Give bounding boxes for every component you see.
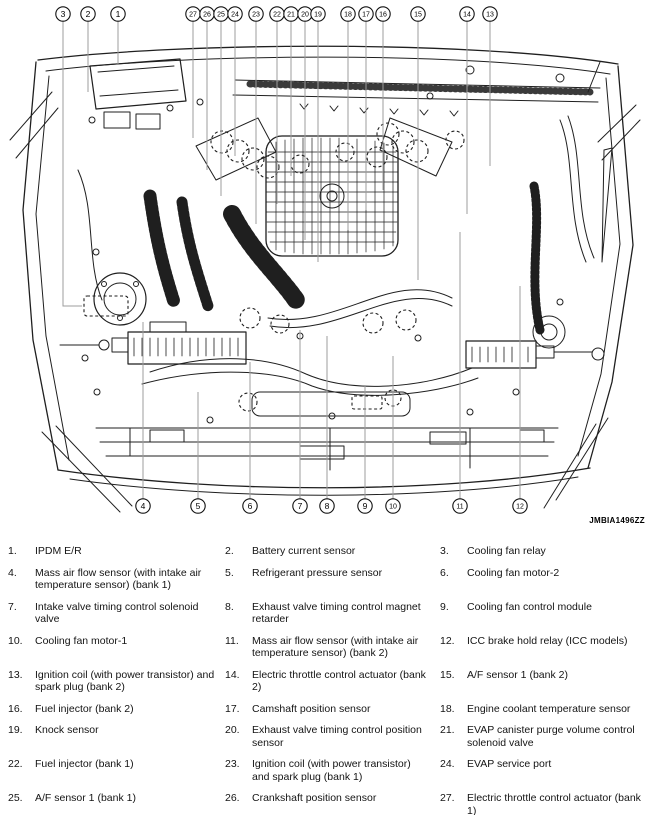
legend-item <box>440 601 648 626</box>
callout-6 <box>243 362 257 513</box>
legend-item-number: 7. <box>8 600 17 613</box>
legend-item-number: 26. <box>225 792 240 804</box>
legend-item-label: Camshaft position sensor <box>252 702 371 715</box>
callout-number: 9 <box>362 501 368 511</box>
callout-19 <box>311 7 325 262</box>
callout-2 <box>81 7 95 92</box>
legend-item-label: Battery current sensor <box>252 545 356 557</box>
legend-item-label: ICC brake hold relay (ICC models) <box>467 634 628 647</box>
legend-item-number: 18. <box>440 702 455 715</box>
legend-item-number: 12. <box>440 634 455 647</box>
legend-item-number: 10. <box>8 634 23 647</box>
legend-item-number: 3. <box>440 545 449 557</box>
legend-item <box>8 703 215 716</box>
legend-item <box>8 758 215 783</box>
legend-item-number: 15. <box>440 668 455 681</box>
callout-number: 7 <box>297 501 303 511</box>
legend-item-label: Intake valve timing control solenoid valve <box>35 600 199 625</box>
legend-item <box>8 545 215 558</box>
legend-item <box>225 703 430 716</box>
legend-item <box>225 669 430 694</box>
legend-item <box>440 669 648 694</box>
callout-25 <box>214 7 228 196</box>
callout-10 <box>386 356 400 513</box>
legend-item <box>440 724 648 749</box>
callout-number: 23 <box>252 11 260 19</box>
legend <box>8 545 648 815</box>
callout-7 <box>293 330 307 513</box>
legend-item-label: Electric throttle control actuator (bank 2) <box>252 668 426 693</box>
callout-number: 17 <box>362 11 370 19</box>
legend-item-number: 11. <box>225 634 239 647</box>
legend-item-label: Mass air flow sensor (with intake air temperature sensor) (bank 2) <box>252 634 419 659</box>
callout-number: 20 <box>301 11 309 19</box>
legend-item <box>440 703 648 716</box>
legend-item <box>225 635 430 660</box>
legend-item-label: Exhaust valve timing control position sensor <box>252 724 422 749</box>
callout-number: 11 <box>456 503 464 511</box>
legend-item <box>225 724 430 749</box>
callout-leader-line <box>63 21 82 306</box>
legend-item <box>8 601 215 626</box>
legend-item-label: Cooling fan relay <box>467 545 546 557</box>
callout-8 <box>320 336 334 513</box>
legend-item-number: 9. <box>440 600 449 613</box>
legend-item <box>225 792 430 815</box>
legend-item-label: Engine coolant temperature sensor <box>467 702 631 715</box>
legend-item <box>440 545 648 558</box>
legend-item-label: Exhaust valve timing control magnet retarder <box>252 600 421 625</box>
legend-item-label: Knock sensor <box>35 724 99 736</box>
legend-item-label: Cooling fan motor-2 <box>467 566 560 579</box>
legend-item-label: Fuel injector (bank 2) <box>35 702 134 715</box>
legend-item-label: EVAP canister purge volume control solenoid valve <box>467 724 635 749</box>
legend-item-number: 27. <box>440 792 455 804</box>
callout-18 <box>341 7 355 230</box>
legend-item <box>8 792 215 815</box>
callout-number: 6 <box>247 501 253 511</box>
legend-item-number: 13. <box>8 668 23 681</box>
callout-21 <box>284 7 298 176</box>
callout-24 <box>228 7 242 156</box>
callout-27 <box>186 7 200 138</box>
legend-item-label: Cooling fan control module <box>467 600 592 613</box>
callout-number: 26 <box>203 11 211 19</box>
legend-item <box>225 758 430 783</box>
callout-number: 8 <box>324 501 330 511</box>
legend-item <box>440 792 648 815</box>
legend-item-number: 4. <box>8 566 17 579</box>
legend-item <box>8 635 215 660</box>
legend-item-number: 5. <box>225 566 234 579</box>
callout-3 <box>56 7 82 306</box>
callout-number: 12 <box>516 503 524 511</box>
callout-12 <box>513 286 527 513</box>
callout-number: 25 <box>217 11 225 19</box>
callout-1 <box>111 7 125 64</box>
legend-item-label: IPDM E/R <box>35 545 82 557</box>
legend-item-number: 1. <box>8 545 17 557</box>
legend-item-number: 25. <box>8 792 23 804</box>
callout-number: 4 <box>140 501 146 511</box>
legend-item-number: 2. <box>225 545 234 557</box>
legend-item <box>8 567 215 592</box>
callout-number: 21 <box>287 11 295 19</box>
callout-number: 19 <box>314 11 322 19</box>
callout-5 <box>191 392 205 513</box>
legend-item <box>8 669 215 694</box>
legend-item-number: 20. <box>225 724 240 736</box>
legend-item-number: 16. <box>8 702 23 715</box>
legend-item-number: 21. <box>440 724 455 736</box>
callout-number: 22 <box>273 11 281 19</box>
legend-item-label: Cooling fan motor-1 <box>35 634 128 647</box>
callout-number: 16 <box>379 11 387 19</box>
callout-4 <box>136 322 150 513</box>
callout-number: 24 <box>231 11 239 19</box>
legend-item-label: A/F sensor 1 (bank 1) <box>35 792 136 804</box>
legend-item-label: EVAP service port <box>467 758 552 770</box>
callout-number: 14 <box>463 11 471 19</box>
legend-item-number: 14. <box>225 668 240 681</box>
legend-item <box>440 567 648 592</box>
callout-number: 27 <box>189 11 197 19</box>
legend-item <box>440 758 648 783</box>
callout-22 <box>270 7 284 204</box>
callout-20 <box>298 7 312 240</box>
callout-23 <box>249 7 263 224</box>
legend-item-label: A/F sensor 1 (bank 2) <box>467 668 568 681</box>
legend-item <box>225 567 430 592</box>
legend-item-label: Ignition coil (with power transistor) and spark plug (bank 2) <box>35 668 215 693</box>
callout-number: 15 <box>414 11 422 19</box>
callout-layer <box>56 7 527 513</box>
engine-bay-illustration <box>10 46 640 512</box>
legend-item-number: 6. <box>440 566 449 579</box>
callout-11 <box>453 232 467 513</box>
callout-number: 10 <box>389 503 397 511</box>
callout-9 <box>358 386 372 513</box>
callout-26 <box>200 7 214 170</box>
legend-item-label: Refrigerant pressure sensor <box>252 566 383 579</box>
callout-number: 13 <box>486 11 494 19</box>
figure-id: JMBIA1496ZZ <box>589 516 645 525</box>
callout-number: 18 <box>344 11 352 19</box>
legend-item-label: Ignition coil (with power transistor) and spark plug (bank 1) <box>252 758 411 783</box>
legend-item-number: 17. <box>225 702 240 715</box>
callout-number: 5 <box>195 501 201 511</box>
legend-item-label: Electric throttle control actuator (bank 1) <box>467 792 641 815</box>
legend-item-number: 23. <box>225 758 240 770</box>
legend-item <box>225 601 430 626</box>
legend-item-label: Crankshaft position sensor <box>252 792 377 804</box>
legend-item-number: 22. <box>8 758 23 770</box>
callout-number: 2 <box>85 9 91 19</box>
legend-item <box>225 545 430 558</box>
callout-14 <box>460 7 474 214</box>
legend-item <box>8 724 215 749</box>
callout-number: 3 <box>60 9 66 19</box>
legend-item-label: Fuel injector (bank 1) <box>35 758 134 770</box>
legend-item <box>440 635 648 660</box>
callout-number: 1 <box>115 9 121 19</box>
legend-item-number: 24. <box>440 758 455 770</box>
legend-item-label: Mass air flow sensor (with intake air temperature sensor) (bank 1) <box>35 566 202 591</box>
legend-item-number: 8. <box>225 600 234 613</box>
legend-item-number: 19. <box>8 724 23 736</box>
